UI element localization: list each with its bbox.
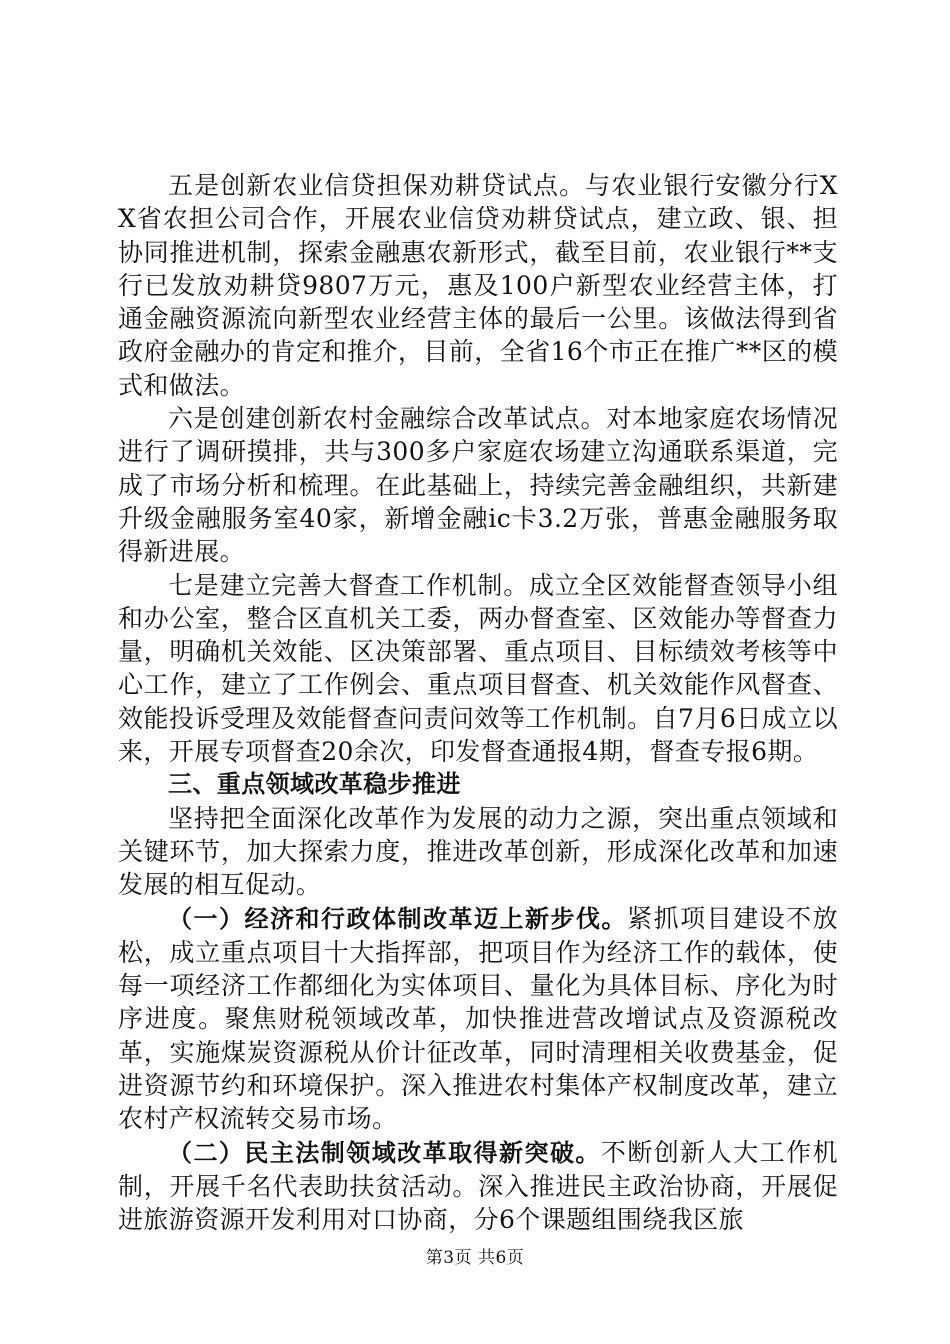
paragraph-economic-reform xyxy=(118,902,838,1136)
paragraph-text: 五是创新农业信贷担保劝耕贷试点。与农业银行安徽分行XX省农担公司合作，开展农业信贷劝耕贷试点，建立政、银、担协同推进机制，探索金融惠农新形式，截至目前，农业银行**支行已发放劝耕贷9807万元，惠及100户新型农业经营主体，打通金融资源流向新型农业经营主体的最后一公里。该做法得到省政府金融办的肯定和推介，目前，全省16个市正在推广**区的模式和做法。 xyxy=(118,171,838,400)
paragraph-supervision xyxy=(118,569,838,769)
paragraph-pilot-loan xyxy=(118,169,838,402)
paragraph-text: 坚持把全面深化改革作为发展的动力之源，突出重点领域和关键环节，加大探索力度，推进改革创新，形成深化改革和加速发展的相互促动。 xyxy=(118,803,838,900)
paragraph-section-intro xyxy=(118,802,838,902)
subsection-lead: （一）经济和行政体制改革迈上新步伐。 xyxy=(168,904,628,933)
subsection-lead: （二）民主法制领域改革取得新突破。 xyxy=(168,1138,601,1167)
paragraph-text: 七是建立完善大督查工作机制。成立全区效能督查领导小组和办公室，整合区直机关工委，两办督查室、区效能办等督查力量，明确机关效能、区决策部署、重点项目、目标绩效考核等中心工作，建立了工作例会、重点项目督查、机关效能作风督查、效能投诉受理及效能督查问责问效等工作机制。自7月6日成立以来，开展专项督查20余次，印发督查通报4期，督查专报6期。 xyxy=(118,570,838,767)
page-footer: 第3页 共6页 xyxy=(425,1248,525,1268)
paragraph-text: 六是创建创新农村金融综合改革试点。对本地家庭农场情况进行了调研摸排，共与300多户家庭农场建立沟通联系渠道，完成了市场分析和梳理。在此基础上，持续完善金融组织，共新建升级金融服务室40家，新增金融ic卡3.2万张，普惠金融服务取得新进展。 xyxy=(118,404,838,567)
document-body xyxy=(118,169,838,1237)
paragraph-democracy-reform xyxy=(118,1136,838,1237)
paragraph-text: 紧抓项目建设不放松，成立重点项目十大指挥部，把项目作为经济工作的载体，使每一项经济工作都细化为实体项目、量化为具体目标、序化为时序进度。聚焦财税领域改革，加快推进营改增试点及资源税改革，实施煤炭资源税从价计征改革，同时清理相关收费基金，促进资源节约和环境保护。深入推进农村集体产权制度改革，建立农村产权流转交易市场。 xyxy=(118,903,839,1134)
paragraph-rural-finance xyxy=(118,402,838,568)
section-heading: 三、重点领域改革稳步推进 xyxy=(168,770,461,799)
paragraph-text: 不断创新人大工作机制，开展千名代表助扶贫活动。深入推进民主政治协商，开展促进旅游资源开发利用对口协商，分6个课题组围绕我区旅 xyxy=(118,1137,838,1235)
